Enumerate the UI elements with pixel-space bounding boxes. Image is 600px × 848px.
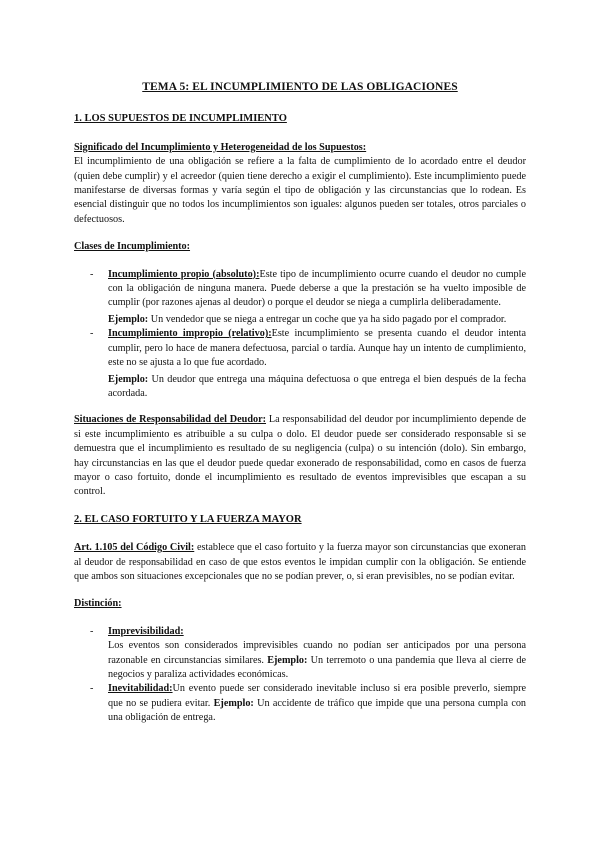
- distincion-list: [74, 625, 526, 726]
- distincion-label: Distinción:: [74, 598, 122, 610]
- list-item: [74, 327, 526, 401]
- section-1-heading: 1. LOS SUPUESTOS DE INCUMPLIMIENTO: [74, 113, 287, 125]
- example-label: Ejemplo:: [108, 313, 149, 325]
- example-label: Ejemplo:: [267, 654, 308, 666]
- example-text: Un deudor que entrega una máquina defectuosa o que entrega el bien después de la fecha acordada.: [108, 373, 527, 399]
- list-item: [74, 682, 526, 725]
- articulo-label: Art. 1.105 del Código Civil:: [74, 542, 195, 554]
- example-text: Un terremoto o una pandemia que lleva al cierre de negocios y paraliza actividades económicas.: [108, 654, 526, 680]
- list-item-term: Incumplimiento impropio (relativo):: [108, 328, 272, 340]
- situaciones-text: La responsabilidad del deudor por incumplimiento depende de si este incumplimiento es atribuible a su culpa o dolo. El deudor puede ser considerado responsable si se demuestra que el incumplimiento es resultado de su negligencia (culpa) o su intención (dolo). Sin embargo, hay circunstancias en las que el deudor puede quedar exonerado de responsabilidad, como en casos de fuerza mayor o caso fortuito, donde el incumplimiento es resultado de eventos imprevisibles que escapan a su control.: [74, 414, 526, 498]
- page-title: TEMA 5: EL INCUMPLIMIENTO DE LAS OBLIGACIONES: [142, 81, 458, 93]
- significado-paragraph: El incumplimiento de una obligación se refiere a la falta de cumplimiento de lo acordado entre el deudor (quien debe cumplir) y el acreedor (quien tiene derecho a exigir el cumplimiento). Este incumplimiento puede manifestarse de diversas formas y varía según el tipo de obligación y las circunstancias que lo rodean. Es esencial distinguir que no todos los incumplimientos son iguales: algunos pueden ser totales, otros parciales o defectuosos.: [74, 156, 526, 225]
- list-item-text: Este incumplimiento se presenta cuando el deudor intenta cumplir, pero lo hace de manera defectuosa, parcial o tardía. Aunque hay un intento de cumplimiento, este no se ajusta a lo que fue acordado.: [108, 328, 526, 369]
- list-item: [74, 268, 526, 328]
- clases-label: Clases de Incumplimiento:: [74, 241, 191, 253]
- situaciones-paragraph: [74, 413, 526, 499]
- articulo-paragraph: [74, 541, 526, 584]
- situaciones-label: Situaciones de Responsabilidad del Deudor:: [74, 414, 267, 426]
- example-text: Un vendedor que se niega a entregar un coche que ya ha sido pagado por el comprador.: [150, 313, 507, 325]
- example-text: Un accidente de tráfico que impide que una persona cumpla con una obligación de entrega.: [108, 697, 527, 724]
- list-item: [74, 625, 526, 683]
- list-item-term: Incumplimiento propio (absoluto):: [108, 268, 260, 280]
- articulo-text: establece que el caso fortuito y la fuerza mayor son circunstancias que exoneran al deudor de responsabilidad en caso de que estos eventos le impidan cumplir con la obligación. Se entiende que ambos son situaciones excepcionales que no se podían prever, o, si eran previsibles, no se podían evitar.: [74, 542, 526, 582]
- section-2-heading: 2. EL CASO FORTUITO Y LA FUERZA MAYOR: [74, 513, 302, 525]
- list-item-text: Los eventos son considerados imprevisibles cuando no podían ser anticipados por una persona razonable en circunstancias similares.: [108, 640, 526, 666]
- list-item-text: Un evento puede ser considerado inevitable incluso si era posible preverlo, siempre que no se pudiera evitar.: [108, 683, 526, 709]
- list-item-text: Este tipo de incumplimiento ocurre cuando el deudor no cumple con la obligación de ninguna manera. Puede deberse a que la prestación se ha vuelto imposible de cumplir (por razones ajenas al deudor) o porque el deudor se niega a cumplirla deliberadamente.: [108, 268, 527, 309]
- example-label: Ejemplo:: [108, 373, 149, 385]
- list-item-term: Inevitabilidad:: [108, 683, 173, 695]
- example-label: Ejemplo:: [213, 697, 254, 709]
- significado-label: Significado del Incumplimiento y Heterogeneidad de los Supuestos:: [74, 141, 367, 153]
- clases-list: [74, 268, 526, 402]
- list-item-term: - Imprevisibilidad:: [108, 625, 184, 637]
